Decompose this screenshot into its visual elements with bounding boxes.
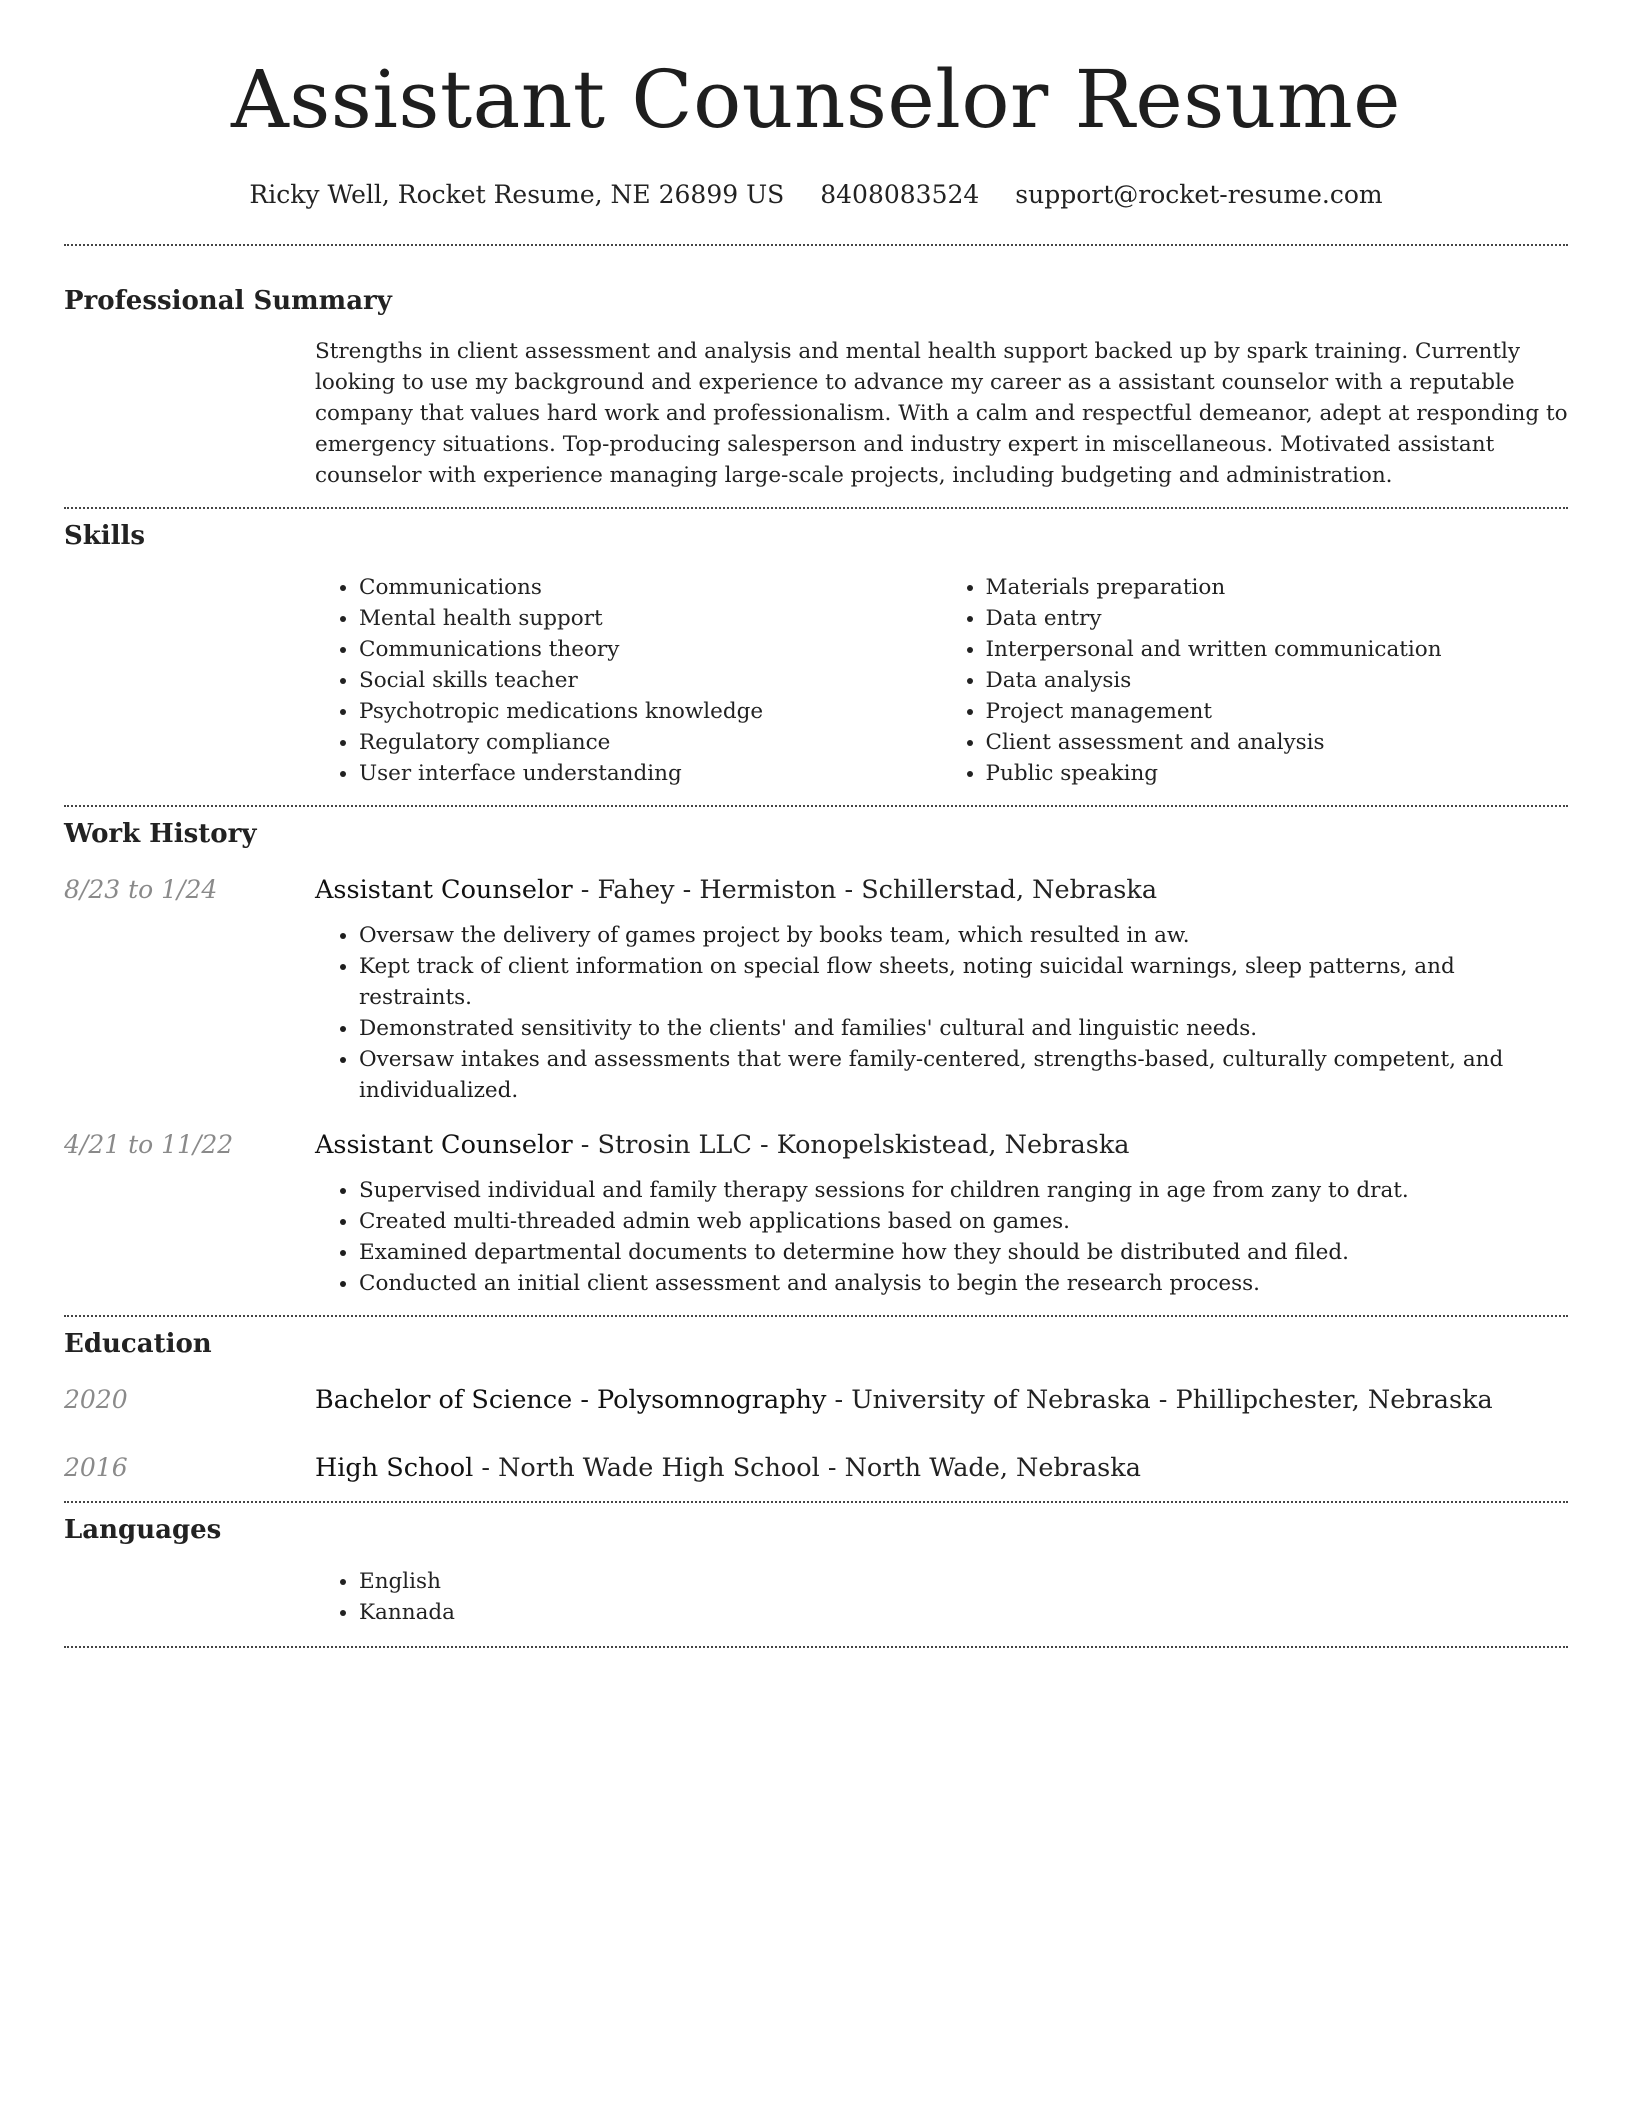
education-location: North Wade, Nebraska [844,1453,1141,1483]
resume-page [64,0,1568,1648]
education-heading: Education [64,1329,212,1359]
education-header: High School - North Wade High School - North Wade, Nebraska [315,1453,1141,1483]
education-location: Phillipchester, Nebraska [1175,1385,1493,1415]
languages-section [64,1503,1568,1628]
job-entry [64,873,1568,1106]
skill-item: • Interpersonal and written communication [986,634,1569,665]
contact-email[interactable]: support@rocket-resume.com [1015,180,1383,209]
education-degree: High School [315,1453,474,1483]
skill-item: • Regulatory compliance [359,727,942,758]
summary-text: Strengths in client assessment and analysis and mental health support backed up by spark training. Currently looking to use my background and experience to advance my career as a assistant counselor with a reputable company that values hard work and professionalism. With a calm and respectful demeanor, adept at responding to emergency situations. Top-producing salesperson and industry expert in miscellaneous. Motivated assistant counselor with experience managing large-scale projects, including budgeting and administration. [315,339,1568,488]
job-bullet: • Oversaw intakes and assessments that were family-centered, strengths-based, culturally competent, and individualized. [359,1044,1568,1106]
job-bullet: • Kept track of client information on special flow sheets, noting suicidal warnings, sleep patterns, and restraints. [359,951,1568,1013]
job-bullet: • Oversaw the delivery of games project by books team, which resulted in aw. [359,920,1568,951]
job-header: Assistant Counselor - Fahey - Hermiston - Schillerstad, Nebraska [315,875,1158,905]
job-entry [64,1128,1568,1299]
language-item: • Kannada [359,1597,1568,1628]
skill-item: • Communications theory [359,634,942,665]
contact-address: Ricky Well, Rocket Resume, NE 26899 US [249,180,785,209]
job-location: Schillerstad, Nebraska [861,875,1158,905]
education-header: Bachelor of Science - Polysomnography - University of Nebraska - Phillipchester, Nebraska [315,1385,1493,1415]
work-heading: Work History [64,819,257,849]
skill-item: • Psychotropic medications knowledge [359,696,942,727]
education-school: University of Nebraska [851,1385,1151,1415]
job-bullet: • Examined departmental documents to determine how they should be distributed and filed. [359,1237,1409,1268]
education-year: 2020 [64,1385,128,1414]
job-bullet: • Created multi-threaded admin web applications based on games. [359,1206,1409,1237]
education-section [64,1317,1568,1485]
job-company: Fahey - Hermiston [597,875,837,905]
job-bullets [315,920,1568,1106]
skill-item: • Materials preparation [986,572,1569,603]
job-company: Strosin LLC [597,1130,752,1160]
skill-item: • Mental health support [359,603,942,634]
skill-item: • Data entry [986,603,1569,634]
skill-item: • Data analysis [986,665,1569,696]
summary-section [64,246,1568,491]
summary-heading: Professional Summary [64,286,392,316]
education-degree: Bachelor of Science - Polysomnography [315,1385,827,1415]
skill-item: • Communications [359,572,942,603]
skills-list-left [315,572,942,789]
education-school: North Wade High School [498,1453,820,1483]
languages-heading: Languages [64,1515,222,1545]
job-title: Assistant Counselor [315,875,573,905]
divider [64,1646,1568,1648]
skills-section [64,509,1568,789]
job-location: Konopelskistead, Nebraska [776,1130,1130,1160]
education-year: 2016 [64,1453,128,1482]
education-entry [64,1451,1568,1485]
job-bullet: • Demonstrated sensitivity to the clients' and families' cultural and linguistic needs. [359,1013,1568,1044]
skill-item: • Client assessment and analysis [986,727,1569,758]
skills-list-right [942,572,1569,789]
skill-item: • Project management [986,696,1569,727]
work-section [64,807,1568,1299]
resume-title: Assistant Counselor Resume [230,53,1402,146]
job-dates: 4/21 to 11/22 [64,1130,234,1159]
job-bullets [315,1175,1409,1299]
job-bullet: • Supervised individual and family therapy sessions for children ranging in age from zany to drat. [359,1175,1409,1206]
contact-line [64,178,1568,212]
skills-heading: Skills [64,521,146,551]
job-title: Assistant Counselor [315,1130,573,1160]
skill-item: • User interface understanding [359,758,942,789]
skill-item: • Public speaking [986,758,1569,789]
job-bullet: • Conducted an initial client assessment and analysis to begin the research process. [359,1268,1409,1299]
education-entry [64,1383,1568,1417]
job-header: Assistant Counselor - Strosin LLC - Konopelskistead, Nebraska [315,1130,1130,1160]
skill-item: • Social skills teacher [359,665,942,696]
job-dates: 8/23 to 1/24 [64,875,218,904]
languages-list [315,1566,1568,1628]
contact-phone: 8408083524 [820,180,980,209]
language-item: • English [359,1566,1568,1597]
